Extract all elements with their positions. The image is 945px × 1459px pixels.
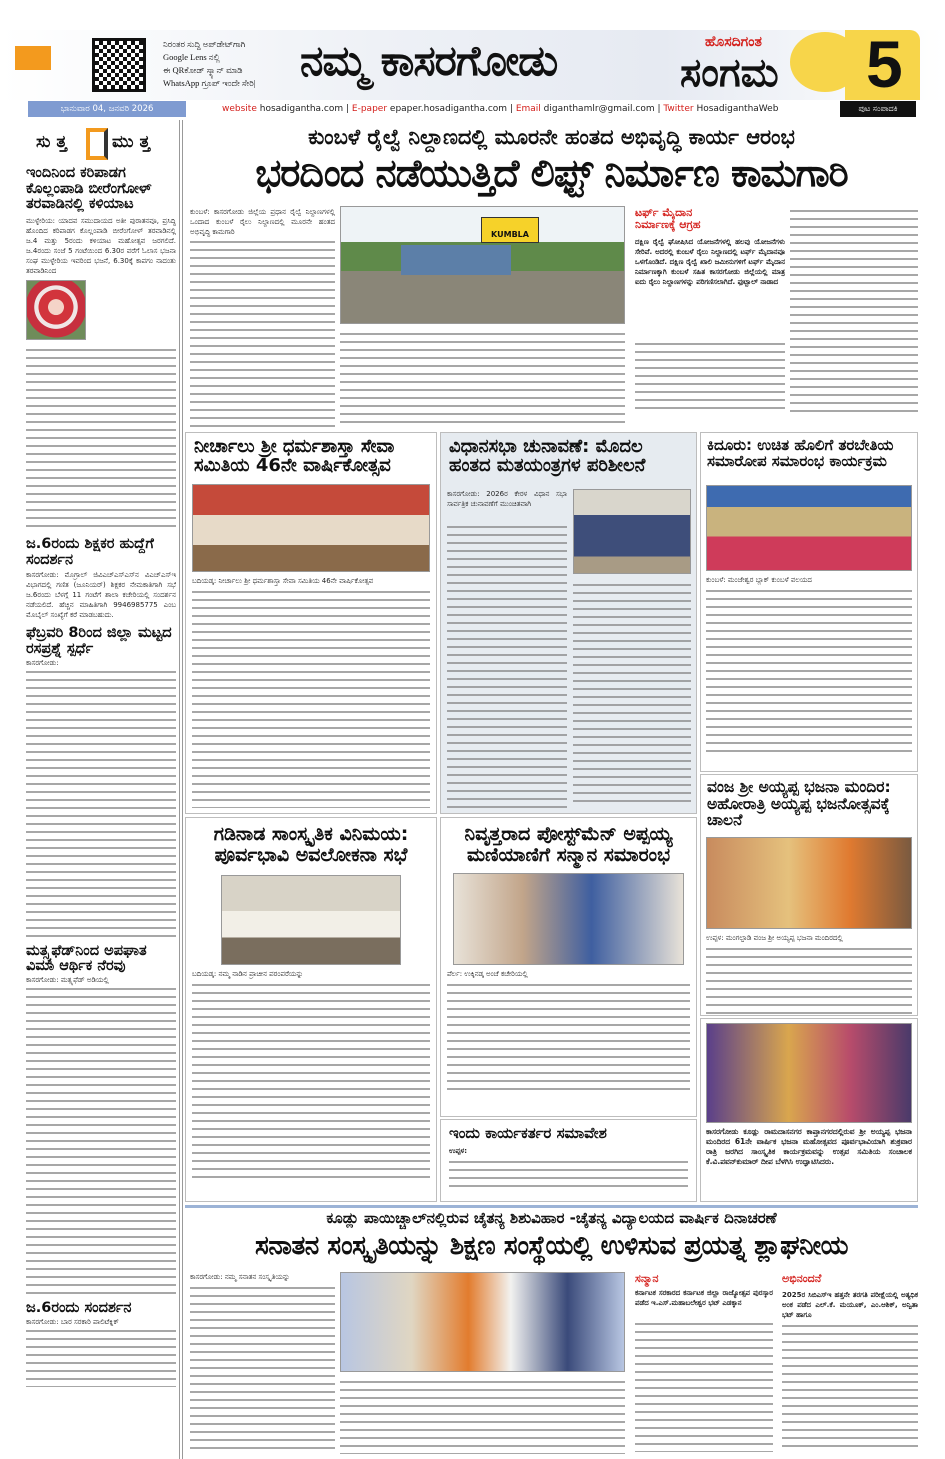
links-bar: website hosadigantha.com | E-paper epaper.hosadigantha.com | Email diganthamlr@gmail.com | Twitter HosadiganthaWeb <box>222 104 779 114</box>
orange-block <box>15 46 51 70</box>
story-box <box>185 817 437 1202</box>
story-headline[interactable]: ನಿವೃತ್ತರಾದ ಪೋಸ್ಟ್‌ಮೆನ್ ಅಪ್ಪಯ್ಯ ಮಣಿಯಾಣಿಗೆ ಸನ್ಮಾನ ಸಮಾರಂಭ <box>464 823 673 866</box>
story-body: ಕಾಸರಗೋಡು: ಮೊಗ್ರಾಲ್ ಜಿವಿಎಚ್‌ಎಸ್‌ಎಸ್‌ನ ವಿಎಚ್‌ಎಸ್‌ಇ ವಿಭಾಗದಲ್ಲಿ ಗಣಿತ (ಜೂನಿಯರ್) ಶಿಕ್ಷಕರ ನೇಮಕಾತಿಗಾಗಿ ಸಭೆ ಜ.6ರಂದು ಬೆಳಗ್ಗೆ 11 ಗಂಟೆಗೆ ಶಾಲಾ ಕಚೇರಿಯಲ್ಲಿ ಸಂದರ್ಶನ ನಡೆಯಲಿದೆ. ಹೆಚ್ಚಿನ ಮಾಹಿತಿಗಾಗಿ 9946985775 ಎಂಬ ಮೊಬೈಲ್ ಸಂಖ್ಯೆಗೆ ಕರೆ ಮಾಡಬಹುದು. <box>26 571 176 620</box>
bottom-headline[interactable]: ಸನಾತನ ಸಂಸ್ಕೃತಿಯನ್ನು ಶಿಕ್ಷಣ ಸಂಸ್ಥೆಯಲ್ಲಿ ಉಳಿಸುವ ಪ್ರಯತ್ನ ಶ್ಲಾಘನೀಯ <box>255 1231 848 1261</box>
website-link[interactable]: hosadigantha.com <box>259 104 344 114</box>
link-label: website <box>222 104 257 114</box>
lead-headline[interactable]: ಭರದಿಂದ ನಡೆಯುತ್ತಿದೆ ಲಿಫ್ಟ್ ನಿರ್ಮಾಣ ಕಾಮಗಾರಿ <box>255 151 848 195</box>
column-divider <box>179 120 183 1459</box>
story-headline[interactable]: ವಂಜ ಶ್ರೀ ಅಯ್ಯಪ್ಪ ಭಜನಾ ಮಂದಿರ: ಅಹೋರಾತ್ರಿ ಅಯ್ಯಪ್ಪ ಭಜನೋತ್ಸವಕ್ಕೆ ಚಾಲನೆ <box>707 778 891 830</box>
story-body: ಉಪ್ಪಳ: ಮಂಗಲ್ಪಾಡಿ ವಂಜ ಶ್ರೀ ಅಯ್ಯಪ್ಪ ಭಜನಾ ಮಂದಿರದಲ್ಲಿ <box>706 934 843 943</box>
story-body-text <box>447 523 567 808</box>
page-editor-label: ಪುಟ ಸಂಪಾದಕಿ <box>840 101 916 117</box>
qr-text: ನಿರಂತರ ಸುದ್ದಿ ಅಪ್‌ಡೇಟ್‌ಗಾಗಿ <box>163 39 246 49</box>
brand-logo: ಸಂಗಮ <box>680 50 779 96</box>
story-body: ಕಾಸರಗೋಡು: <box>26 658 59 667</box>
masthead <box>0 27 945 101</box>
box-title: ಅಭಿನಂದನೆ <box>782 1272 822 1285</box>
story-body: ಪೆರ್ಲ: ಉಕ್ಕಿನಡ್ಕ ಅಂಚೆ ಕಚೇರಿಯಲ್ಲಿ <box>447 970 528 979</box>
school-event-photo <box>340 1272 625 1372</box>
story-box <box>440 1119 697 1202</box>
box-body: 2025ರ ಸಿಬಿಎಸ್‌ಇ ಹತ್ತನೇ ತರಗತಿ ಪರೀಕ್ಷೆಯಲ್ಲಿ ಅತ್ಯಧಿಕ ಅಂಕ ಪಡೆದ ಎಲ್.ಕೆ. ಮಯೂಕ್, ಎಂ.ಆಶಿಕ್, ಅನ್ವಿತಾ ಭಟ್ ಹಾಗೂ <box>782 1291 918 1319</box>
story-body-text <box>635 1320 773 1452</box>
qr-text: ಈ QRಕೋಡ್ ಸ್ಕ್ಯಾನ್ ಮಾಡಿ <box>163 65 243 75</box>
meeting-photo <box>221 875 401 965</box>
box-body: ಕರ್ನಾಟಕ ಸರಕಾರದ ಕರ್ನಾಟಕ ಜಿಲ್ಲಾ ರಾಜ್ಯೋತ್ಸವ ಪುರಸ್ಕಾರ ಪಡೆದ ಇ.ಎಸ್.ಮಹಾಬಲೇಶ್ವರ ಭಟ್ ಎಡಕ್ಕಾನ <box>635 1289 773 1307</box>
story-headline[interactable]: ಗಡಿನಾಡ ಸಾಂಸ್ಕೃತಿಕ ವಿನಿಮಯ: ಪೂರ್ವಭಾವಿ ಅವಲೋಕನಾ ಸಭೆ <box>213 823 409 866</box>
story-body-text <box>26 346 176 531</box>
story-body-text <box>26 1327 176 1387</box>
story-body: ಕಾಸರಗೋಡು: ನಮ್ಮ ಸನಾತನ ಸಂಸ್ಕೃತಿಯನ್ನು <box>190 1273 290 1281</box>
story-headline[interactable]: ವಿಧಾನಸಭಾ ಚುನಾವಣೆ: ಮೊದಲ ಹಂತದ ಮತಯಂತ್ರಗಳ ಪರಿಶೀಲನೆ <box>449 436 646 477</box>
lead-kicker: ಕುಂಬಳೆ ರೈಲ್ವೆ ನಿಲ್ದಾಣದಲ್ಲಿ ಮೂರನೇ ಹಂತದ ಅಭಿವೃದ್ಧಿ ಕಾರ್ಯ ಆರಂಭ <box>308 125 795 149</box>
lead-body-text <box>340 330 625 428</box>
story-box <box>700 432 918 772</box>
story-box <box>700 1018 918 1202</box>
story-headline[interactable]: ಇಂದಿನಿಂದ ಕರಿಪಾಡಗ ಕೊಲ್ಲಂಪಾಡಿ ಬೀರೆಂಗೋಳ್ ತರವಾಡಿನಲ್ಲಿ ಕಳಿಯಾಟ <box>26 165 152 213</box>
link-label: Email <box>515 104 541 114</box>
lead-subhead: ಟರ್ಫ್ ಮೈದಾನ ನಿರ್ಮಾಣಕ್ಕೆ ಆಗ್ರಹ <box>635 206 701 231</box>
story-headline[interactable]: ಫೆಬ್ರವರಿ 8ರಿಂದ ಜಿಲ್ಲಾ ಮಟ್ಟದ ರಸಪ್ರಶ್ನೆ ಸ್ಪರ್ಧೆ <box>26 625 172 657</box>
officials-photo <box>573 489 691 574</box>
story-body: ಮುಳ್ಳೇರಿಯ: ಯಾದವ ಸಮುದಾಯದ ಅತೀ ಪುರಾತನವೂ, ಪ್ರಸಿದ್ಧಿ ಹೊಂದಿದ ಕರಿಪಾಡಗ ಕೊಲ್ಲಂಪಾಡಿ ಬೀರೆಂಗೋಳ್ ತರವಾಡಿನಲ್ಲಿ ಜ.4 ಮತ್ತು 5ರಂದು ಕಳಿಯಾಟ ಮಹೋತ್ಸವ ಜರಗಲಿದೆ. ಜ.4ರಂದು ಸಂಜೆ 5 ಗಂಟೆಯಿಂದ 6.30ರ ವರೆಗೆ ಓಲಾಸ ಭಜನಾ ಸಂಘ ಮುಳ್ಳೇರಿಯ ಇವರಿಂದ ಭಜನೆ, 6.30ಕ್ಕೆ ಕಾಪಗಂ ನಾದಂತು ತರವಾಡಿನಿಂದ <box>26 216 176 275</box>
masthead-title: ನಮ್ಮ ಕಾಸರಗೋಡು <box>300 36 558 85</box>
link-label: Twitter <box>663 104 694 114</box>
story-body: ಕಾಸರಗೋಡು: 2026ರ ಕೇರಳ ವಿಧಾನ ಸಭಾ ಸಾರ್ವತ್ರಿಕ ಚುನಾವಣೆಗೆ ಮುಂಚಿತವಾಗಿ <box>447 490 567 508</box>
story-body-text <box>26 668 176 938</box>
story-body: ಬದಿಯಡ್ಕ: ನಮ್ಮ ನಾಡಿನ ಪ್ರಾಚೀನ ಪರಂಪರೆಯನ್ನು <box>192 970 304 979</box>
story-box <box>440 817 697 1117</box>
brand-small: ಹೊಸದಿಗಂತ <box>705 34 762 50</box>
bhajan-photo <box>706 837 912 929</box>
story-body-text <box>706 945 912 1015</box>
story-body-text <box>340 1378 625 1454</box>
section-logo-text: ಮು ತ್ತ <box>112 132 150 152</box>
story-body: ಕಾಸರಗೋಡು: ಬಾರ ಸರಕಾರಿ ಪಾಲಿಟೆಕ್ನಿಕ್ <box>26 1317 119 1326</box>
lead-body-text <box>190 238 335 428</box>
story-box <box>700 774 918 1016</box>
story-body-text <box>782 1322 918 1452</box>
lead-body-text <box>790 207 918 417</box>
story-headline[interactable]: ಮತ್ಸ್ಯಫೆಡ್‌ನಿಂದ ಅಪಘಾತ ವಿಮಾ ಆರ್ಥಿಕ ನೆರವು <box>26 942 147 975</box>
train <box>401 245 511 275</box>
qr-text: Google Lens ನಲ್ಲಿ <box>163 52 220 62</box>
story-body-text <box>447 981 690 1096</box>
qr-code-icon[interactable] <box>92 38 146 92</box>
section-divider <box>185 1205 918 1208</box>
lead-body-text <box>635 340 785 415</box>
story-headline[interactable]: ಜ.6ರಂದು ಶಿಕ್ಷಕರ ಹುದ್ದೆಗೆ ಸಂದರ್ಶನ <box>26 535 154 568</box>
left-column <box>26 122 176 1387</box>
railway-station-photo <box>340 206 625 324</box>
story-box <box>185 432 437 814</box>
qr-instructions <box>163 38 255 90</box>
epaper-link[interactable]: epaper.hosadigantha.com <box>389 104 508 114</box>
story-body: ಕುಂಬಳೆ: ಮಂಜೇಶ್ವರ ಬ್ಲಾಕ್ ಕುಂಬಳೆ ವಲಯದ <box>706 576 812 585</box>
section-logo-text: ಸು ತ್ತ <box>36 132 67 152</box>
sewing-ceremony-photo <box>706 485 912 571</box>
story-headline[interactable]: ಇಂದು ಕಾರ್ಯಕರ್ತರ ಸಮಾವೇಶ <box>449 1124 607 1142</box>
photo-caption: ಕಾಸರಗೋಡು ಕೂಡ್ಲು ರಾಮದಾಸನಗರ ಕಾಪ್ತಾನಗರದಲ್ಲಿರುವ ಶ್ರೀ ಅಯ್ಯಪ್ಪ ಭಜನಾ ಮಂದಿರದ 61ನೇ ವಾರ್ಷಿಕ ಭಜನಾ ಮಹೋತ್ಸವದ ಪೂರ್ವಭಾವಿಯಾಗಿ ಶುಕ್ರವಾರ ರಾತ್ರಿ ಜರಗಿದ ಸಾಂಸ್ಕೃತಿಕ ಕಾರ್ಯಕ್ರಮವನ್ನು ಉತ್ಸವ ಸಮಿತಿಯ ಸಂಚಾಲಕ ಕೆ.ವಿ.ಪವನ್‌ಕುಮಾರ್ ದೀಪ ಬೆಳಗಿಸಿ ಉದ್ಘಾಟಿಸಿದರು. <box>706 1127 912 1166</box>
cultural-program-photo <box>706 1023 912 1123</box>
story-body: ಕಾಸರಗೋಡು: ಮತ್ಸ್ಯಫೆಡ್ ಅಡಿಯಲ್ಲಿ <box>26 975 109 984</box>
story-body-text <box>192 981 430 1181</box>
story-body-text <box>190 1284 335 1454</box>
story-body-text <box>706 587 912 757</box>
felicitation-photo <box>453 873 684 965</box>
story-headline[interactable]: ಜ.6ರಂದು ಸಂದರ್ಶನ <box>26 1299 132 1316</box>
theyyam-photo <box>26 280 86 340</box>
door-icon <box>86 128 108 160</box>
event-photo <box>192 484 430 572</box>
story-body: ಬದಿಯಡ್ಕ: ನೀರ್ಚಾಲು ಶ್ರೀ ಧರ್ಮಶಾಸ್ತಾ ಸೇವಾ ಸಮಿತಿಯ 46ನೇ ವಾರ್ಷಿಕೋತ್ಸವ <box>192 576 374 585</box>
story-body: ಉಪ್ಪಳ: <box>449 1147 468 1156</box>
email-link[interactable]: diganthamlr@gmail.com <box>543 104 655 114</box>
date-bar: ಭಾನುವಾರ 04, ಜನವರಿ 2026 <box>28 101 186 117</box>
page-number: 5 <box>866 27 903 101</box>
story-body-text <box>573 581 691 806</box>
box-title: ಸನ್ಮಾನ <box>635 1272 659 1285</box>
section-logo <box>26 122 176 162</box>
lead-body: ಕುಂಬಳೆ: ಕಾಸರಗೋಡು ಜಿಲ್ಲೆಯ ಪ್ರಧಾನ ರೈಲ್ವೆ ನಿಲ್ದಾಣಗಳಲ್ಲಿ ಒಂದಾದ ಕುಂಬಳೆ ರೈಲು ನಿಲ್ದಾಣದಲ್ಲಿ ಮೂರನೇ ಹಂತದ ಅಭಿವೃದ್ಧಿ ಕಾಮಗಾರಿ <box>190 208 335 236</box>
story-body-text <box>26 985 176 1295</box>
link-label: E-paper <box>351 104 388 114</box>
lead-subhead-body: ದಕ್ಷಿಣ ರೈಲ್ವೆ ಘೋಷಿಸಿದ ಯೋಜನೆಗಳಲ್ಲಿ ಹಲವು ಯೋಜನೆಗಳು ಸೇರಿವೆ. ಅದರಲ್ಲಿ ಕುಂಬಳೆ ರೈಲು ನಿಲ್ದಾಣದಲ್ಲಿ ಟರ್ಫ್ ಮೈದಾನವೂ ಒಳಗೊಂಡಿದೆ. ದಕ್ಷಿಣ ರೈಲ್ವೆ ಖಾಲಿ ಜಮೀನುಗಳಿಗೆ ಟರ್ಫ್ ಮೈದಾನ ನಿರ್ಮಾಣಕ್ಕಾಗಿ ಕುಂಬಳೆ ಸಹಿತ ಕಾಸರಗೋಡು ಜಿಲ್ಲೆಯಲ್ಲಿ ಮಾತ್ರ ಐದು ರೈಲು ನಿಲ್ದಾಣಗಳನ್ನು ಪರಿಗಣಿಸಲಾಗಿದೆ. ಫುಟ್ಬಾಲ್ ನಾಡಾದ <box>635 238 785 286</box>
twitter-link[interactable]: HosadiganthaWeb <box>696 104 779 114</box>
qr-text: WhatsApp ಗ್ರೂಪ್ ಇಂದೇ ಸೇರಿ| <box>163 78 256 88</box>
story-headline[interactable]: ನೀರ್ಚಾಲು ಶ್ರೀ ಧರ್ಮಶಾಸ್ತಾ ಸೇವಾ ಸಮಿತಿಯ 46ನೇ ವಾರ್ಷಿಕೋತ್ಸವ <box>194 436 395 477</box>
bottom-kicker: ಕೂಡ್ಲು ಪಾಯಿಚ್ಚಾಲ್‌ನಲ್ಲಿರುವ ಚೈತನ್ಯ ಶಿಶುವಿಹಾರ -ಚೈತನ್ಯ ವಿದ್ಯಾಲಯದ ವಾರ್ಷಿಕ ದಿನಾಚರಣೆ <box>326 1209 777 1227</box>
station-sign: KUMBLA <box>481 217 539 243</box>
story-box <box>440 432 697 814</box>
story-body-text <box>449 1158 688 1188</box>
story-headline[interactable]: ಕಿದೂರು: ಉಚಿತ ಹೊಲಿಗೆ ತರಬೇತಿಯ ಸಮಾರೋಪ ಸಮಾರಂಭ ಕಾರ್ಯಕ್ರಮ <box>707 436 894 471</box>
story-body-text <box>192 588 430 808</box>
